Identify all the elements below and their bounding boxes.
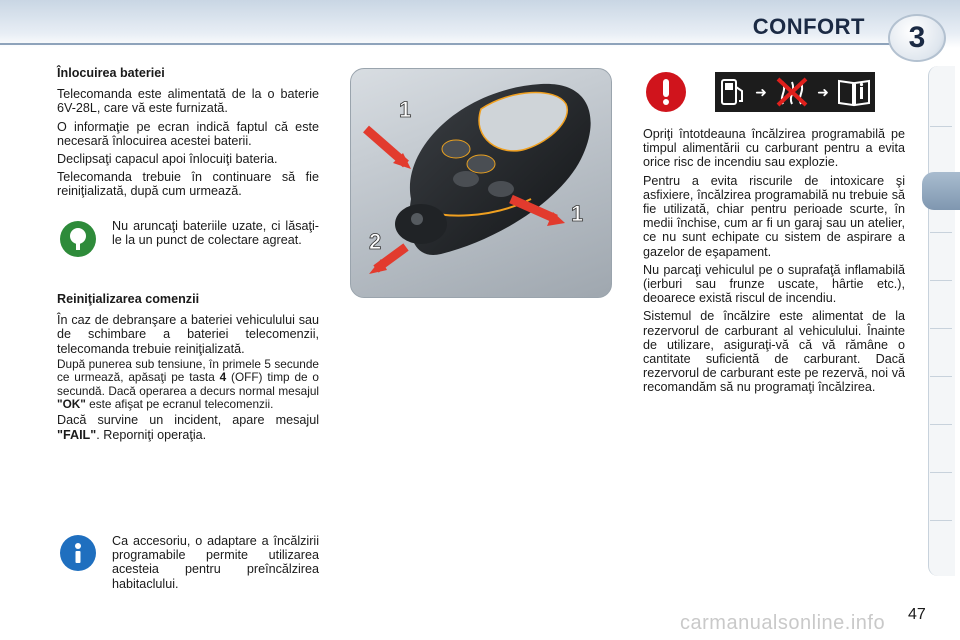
reinit-paragraph: În caz de debranşare a bateriei vehiculului sau de schimbare a bateriei telecomenzii, telecomanda trebuie reiniţializată.	[57, 313, 319, 356]
callout-2: 2	[369, 229, 382, 254]
no-heating-icon	[775, 76, 809, 108]
safety-paragraph: Pentru a evita riscurile de intoxicare şi asfixiere, încălzirea programabilă nu trebuie să fie utilizată, chiar pentru perioade scurte, în medii închise, cum ar fi un garaj sau un atelier, ce nu sunt echipate cu sistem de aspirare a gazelor de eşapament.	[643, 173, 905, 259]
tab-divider	[930, 472, 952, 473]
eco-note: Nu aruncaţi bateriile uzate, ci lăsaţi-le la un punct de colectare agreat.	[112, 219, 319, 248]
chapter-title: CONFORT	[752, 14, 865, 39]
reinit-heading: Reiniţializarea comenzii	[57, 292, 200, 306]
battery-paragraph: O informaţie pe ecran indică faptul că este necesară înlocuirea acestei baterii.	[57, 119, 319, 148]
manual-book-icon	[837, 77, 871, 107]
ok-message: "OK"	[57, 397, 86, 412]
tab-divider	[930, 520, 952, 521]
battery-paragraph: Declipsaţi capacul apoi înlocuiţi bateria.	[57, 152, 278, 167]
reinit-text: . Reporniţi operaţia.	[96, 427, 207, 442]
chapter-tab-strip	[928, 66, 955, 576]
arrow-icon: ➜	[817, 83, 829, 100]
safety-paragraph: Sistemul de încălzire este alimentat de la rezervorul de carburant al vehiculului. Înainte de utilizare, asiguraţi-vă că vă rămâne o cantitate suficientă de carburant. Dacă rezervorul de carburant este pe rezervă, noi vă recomandăm să nu programaţi încălzirea.	[643, 309, 905, 395]
watermark: carmanualsonline.info	[680, 612, 886, 634]
reinit-text: Dacă survine un incident, apare mesajul	[57, 413, 319, 428]
battery-section	[57, 66, 319, 201]
arrow-icon: ➜	[755, 83, 767, 100]
info-note: Ca accesoriu, o adaptare a încălzirii programabile permite utilizarea acesteia pentru preîncălzirea habitaclului.	[112, 534, 319, 591]
key-label: 4	[219, 370, 227, 385]
safety-paragraph: Opriţi întotdeauna încălzirea programabilă pe timpul alimentării cu carburant pentru a evita orice risc de incendiu sau explozie.	[643, 127, 905, 170]
battery-paragraph: Telecomanda este alimentată de la o baterie 6V-28L, care vă este furnizată.	[57, 87, 319, 116]
tab-divider	[930, 328, 952, 329]
header-rule	[0, 43, 930, 45]
safety-paragraph: Nu parcaţi vehiculul pe o suprafaţă inflamabilă (ierburi sau frunze uscate, hârtie etc.), deoarece există riscul de incendiu.	[643, 262, 905, 306]
reinit-text: este afişat pe ecranul telecomenzii.	[85, 397, 274, 412]
tab-divider	[930, 424, 952, 425]
info-icon	[60, 535, 96, 571]
tab-divider	[930, 376, 952, 377]
battery-paragraph: Telecomanda trebuie în continuare să fie reiniţializată, după cum urmează.	[57, 170, 319, 199]
reinit-text: După punerea sub tensiune, în primele 5 secunde ce urmează, apăsaţi pe tasta	[57, 356, 319, 385]
safety-pictograms	[715, 72, 875, 112]
page-number: 47	[908, 606, 926, 623]
reinit-text: (OFF) timp de o secundă. Dacă operarea a decurs normal mesajul	[57, 370, 319, 398]
reinit-paragraph	[57, 413, 319, 441]
callout-1-right: 1	[571, 201, 584, 226]
chapter-number-badge: 3	[888, 14, 946, 62]
tab-divider	[930, 280, 952, 281]
battery-heading: Înlocuirea bateriei	[57, 66, 165, 80]
callout-1-top: 1	[399, 97, 412, 122]
tree-icon	[60, 221, 96, 257]
reinit-paragraph	[57, 358, 319, 412]
reinit-section	[57, 292, 319, 444]
chapter-tab-active[interactable]	[922, 172, 960, 210]
tab-divider	[930, 232, 952, 233]
tab-divider	[930, 126, 952, 127]
fail-message: "FAIL"	[57, 427, 97, 442]
warning-icon	[646, 72, 686, 112]
heater-safety-section	[643, 127, 905, 397]
remote-control-photo	[350, 68, 612, 298]
fuel-pump-icon	[719, 77, 747, 107]
